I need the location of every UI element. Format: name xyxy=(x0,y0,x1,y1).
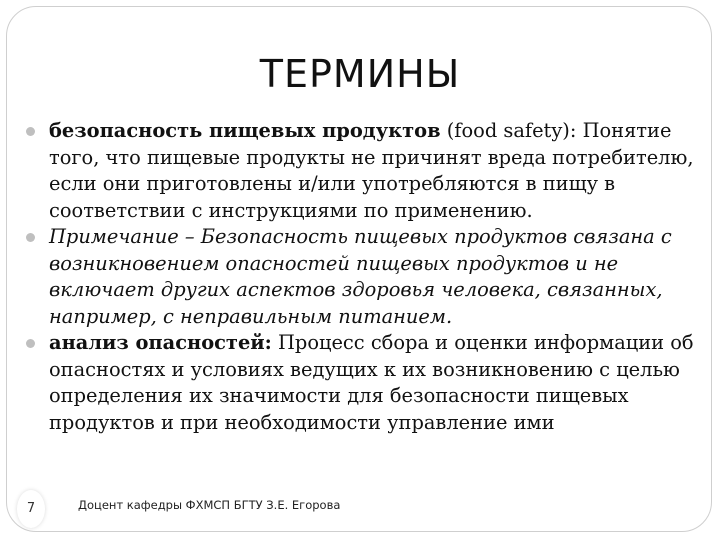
list-item-food-safety xyxy=(22,118,702,224)
footer-author: Доцент кафедры ФХМСП БГТУ З.Е. Егорова xyxy=(78,498,341,512)
term-definition: (food safety): Понятие того, что пищевые продукты не причинят вреда потребителю, если они приготовлены и/или употребляются в пищу в соответствии с инструкциями по применению. xyxy=(49,119,694,222)
bullet-icon xyxy=(26,339,35,348)
note-text: Примечание – Безопасность пищевых продуктов связана с возникновением опасностей пищевых продуктов и не включает других аспектов здоровья человека, связанных, например, с неправильным питанием. xyxy=(49,225,672,328)
term-label: анализ опасностей: xyxy=(49,331,272,354)
term-label: безопасность пищевых продуктов xyxy=(49,119,441,142)
list-item-note xyxy=(22,224,702,330)
slide-title: ТЕРМИНЫ xyxy=(259,52,461,96)
slide-body xyxy=(22,118,702,436)
page-number-badge: 7 xyxy=(17,490,45,528)
term-definition: Процесс сбора и оценки информации об опасностях и условиях ведущих к их возникновению с целью определения их значимости для безопасности пищевых продуктов и при необходимости управление ими xyxy=(49,331,694,434)
bullet-icon xyxy=(26,233,35,242)
list-item-hazard-analysis xyxy=(22,330,702,436)
bullet-icon xyxy=(26,127,35,136)
